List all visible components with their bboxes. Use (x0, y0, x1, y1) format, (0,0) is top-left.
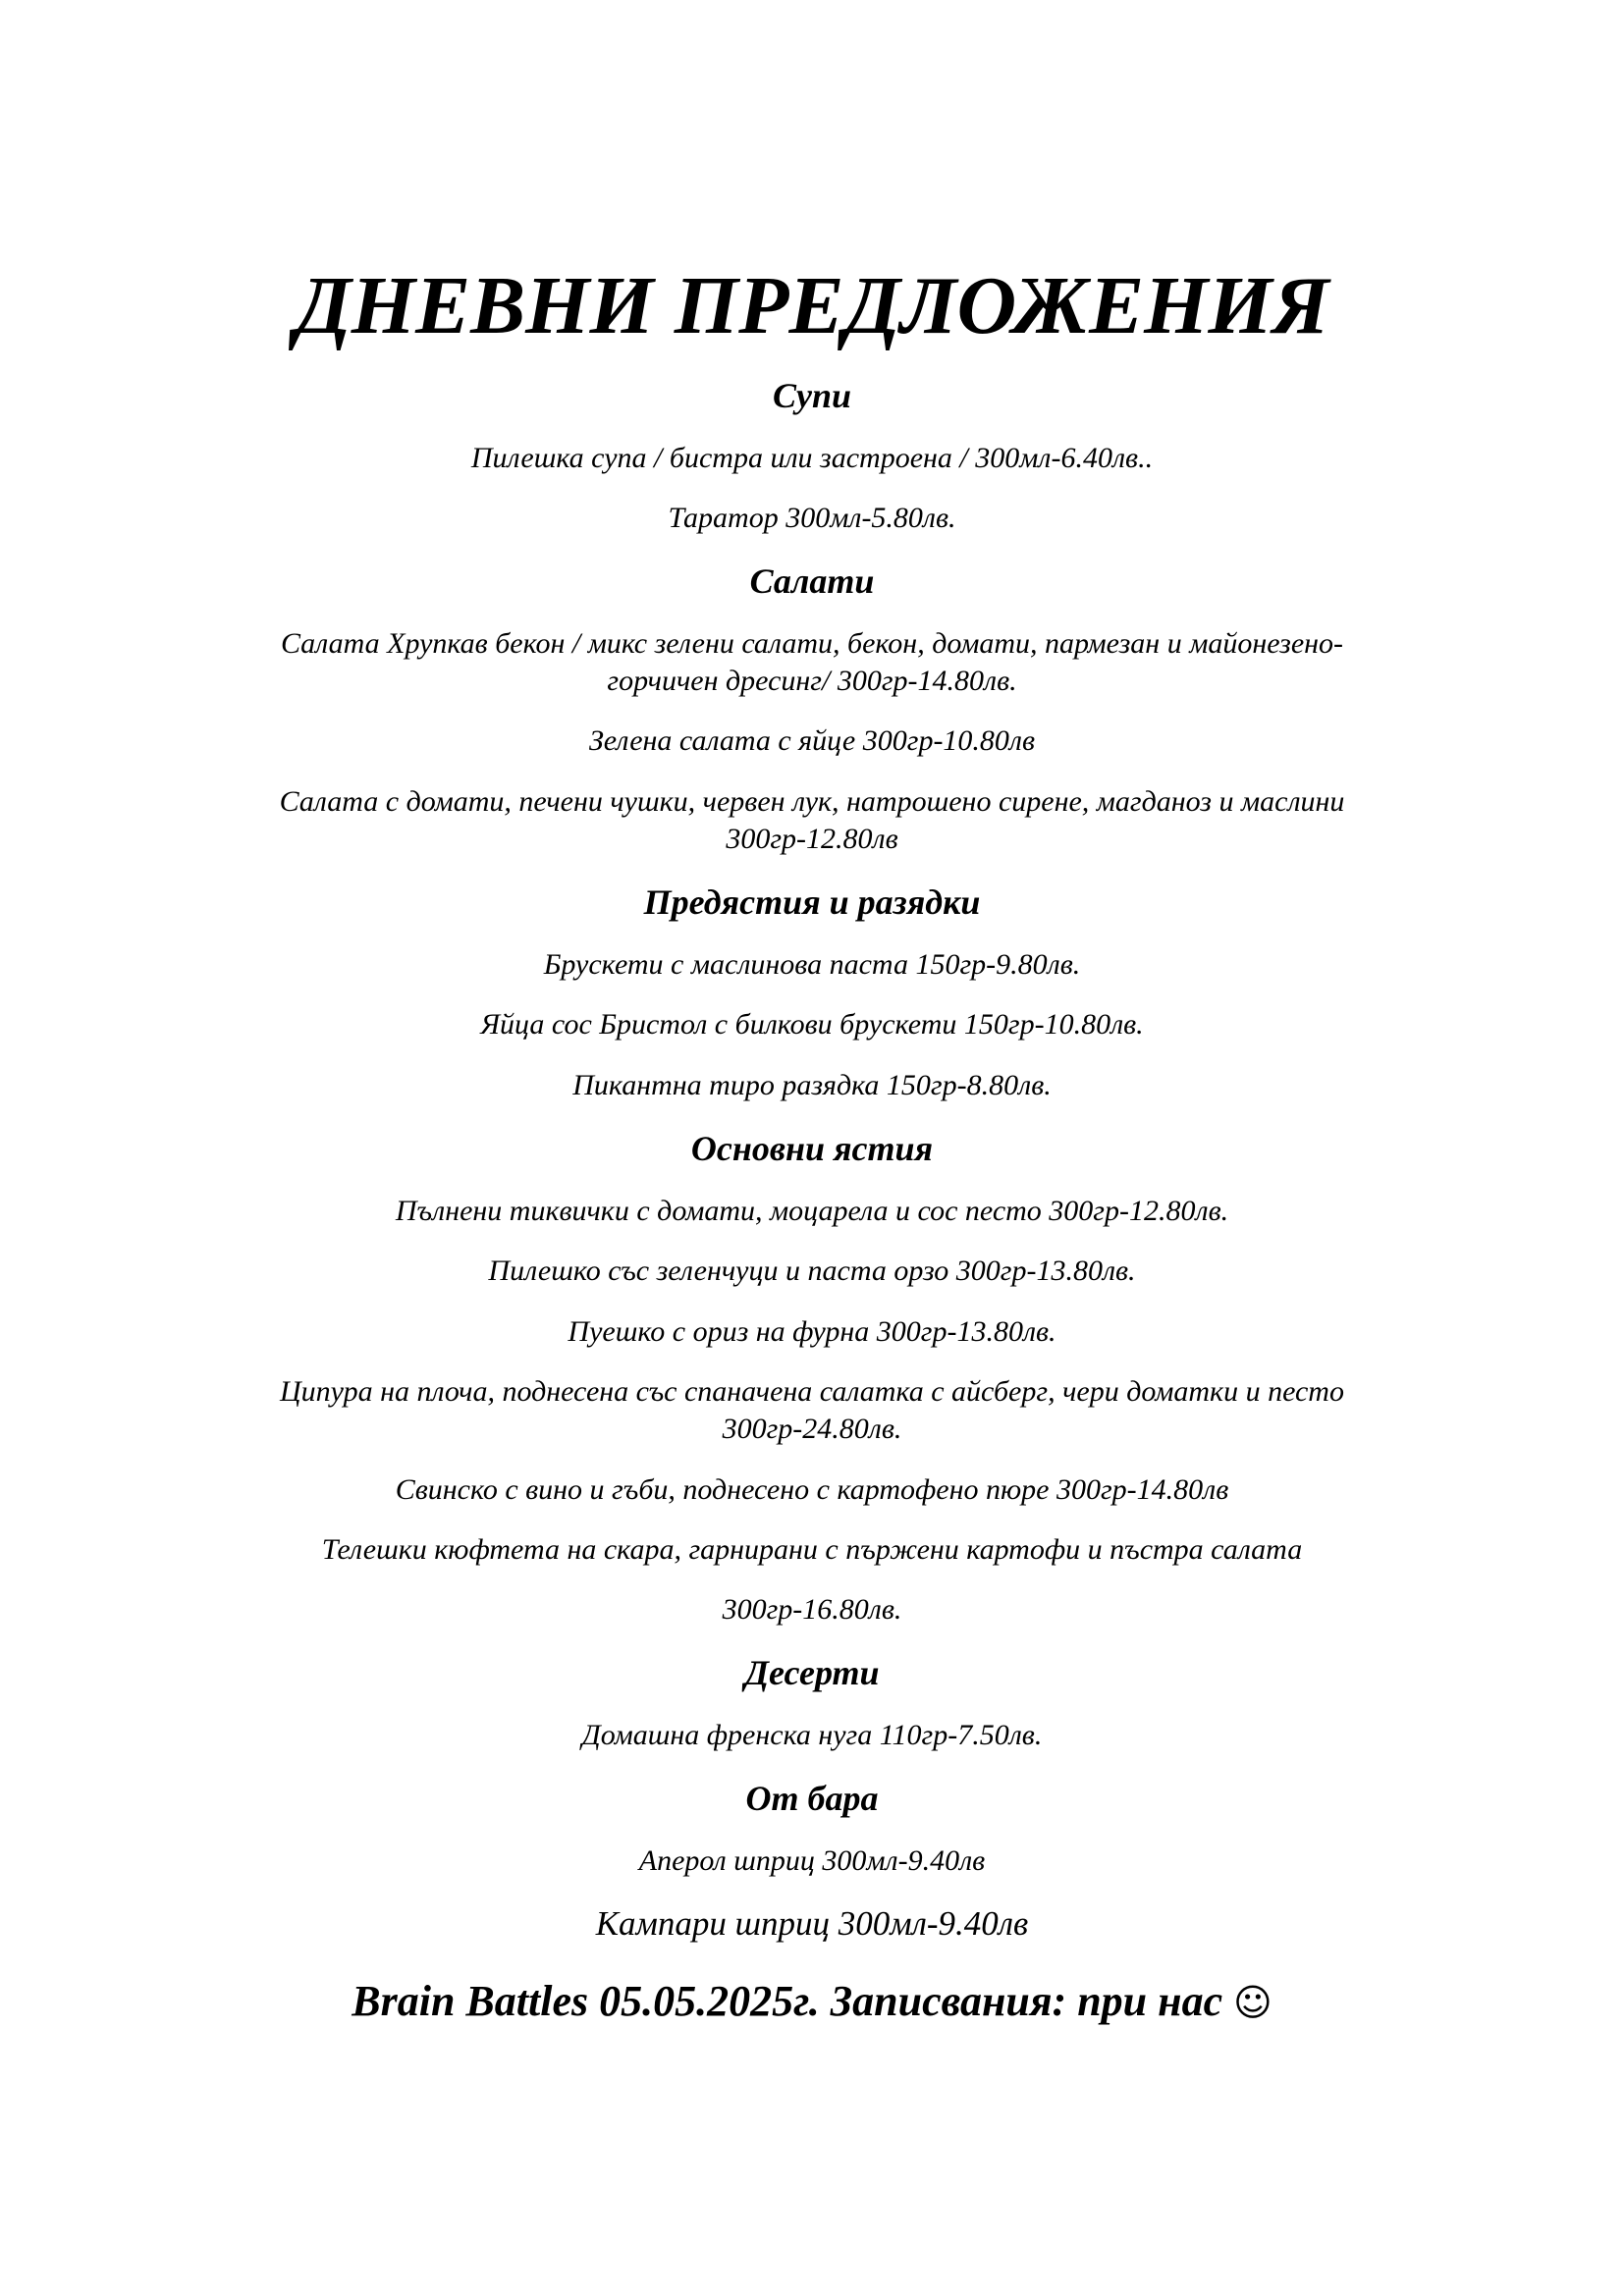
menu-item: Брускети с маслинова паста 150гр-9.80лв. (543, 948, 1081, 981)
page-title: ДНЕВНИ ПРЕДЛОЖЕНИЯ (295, 260, 1329, 351)
section-heading-starters: Предястия и разядки (643, 882, 981, 922)
section-heading-salads: Салати (749, 561, 875, 601)
menu-item: Зелена салата с яйце 300гр-10.80лв (588, 724, 1036, 757)
event-announcement-text: Brain Battles 05.05.2025г. Записвания: при нас (352, 1977, 1223, 2025)
menu-item: Пикантна тиро разядка 150гр-8.80лв. (572, 1069, 1052, 1101)
menu-item: Салата Хрупкав бекон / микс зелени салати, бекон, домати, пармезан и майонезено- (280, 627, 1344, 660)
smiley-icon: ☺ (1233, 1981, 1272, 2024)
menu-item: Яйца сос Бристол с билкови брускети 150гр-10.80лв. (480, 1008, 1144, 1041)
menu-item-continuation: горчичен дресинг/ 300гр-14.80лв. (607, 665, 1017, 697)
menu-item: Салата с домати, печени чушки, червен лук, натрошено сирене, магданоз и маслини (279, 785, 1345, 818)
menu-item: Пилешка супа / бистра или застроена / 300мл-6.40лв.. (470, 442, 1154, 474)
menu-item: Телешки кюфтета на скара, гарнирани с пържени картофи и пъстра салата (321, 1533, 1303, 1566)
menu-item: Таратор 300мл-5.80лв. (668, 502, 956, 534)
menu-item: Кампари шприц 300мл-9.40лв (595, 1904, 1029, 1943)
section-heading-mains: Основни ястия (690, 1129, 934, 1168)
menu-item: Пълнени тиквички с домати, моцарела и сос песто 300гр-12.80лв. (395, 1195, 1229, 1227)
menu-item-continuation: 300гр-24.80лв. (722, 1413, 902, 1445)
menu-item: Аперол шприц 300мл-9.40лв (638, 1844, 986, 1877)
menu-item: Пуешко с ориз на фурна 300гр-13.80лв. (568, 1315, 1056, 1348)
menu-item-continuation: 300гр-12.80лв (726, 823, 898, 855)
menu-item-continuation: 300гр-16.80лв. (722, 1593, 902, 1626)
section-heading-desserts: Десерти (744, 1653, 880, 1692)
menu-item: Свинско с вино и гъби, поднесено с картофено пюре 300гр-14.80лв (395, 1473, 1229, 1506)
section-heading-bar: От бара (745, 1779, 879, 1818)
section-heading-soups: Супи (772, 376, 852, 415)
menu-item: Пилешко със зеленчуци и паста орзо 300гр-13.80лв. (488, 1255, 1136, 1287)
event-announcement (0, 1975, 1624, 2029)
menu-item: Ципура на плоча, поднесена със спаначена салатка с айсберг, чери доматки и песто (280, 1375, 1344, 1408)
menu-item: Домашна френска нуга 110гр-7.50лв. (581, 1719, 1043, 1751)
